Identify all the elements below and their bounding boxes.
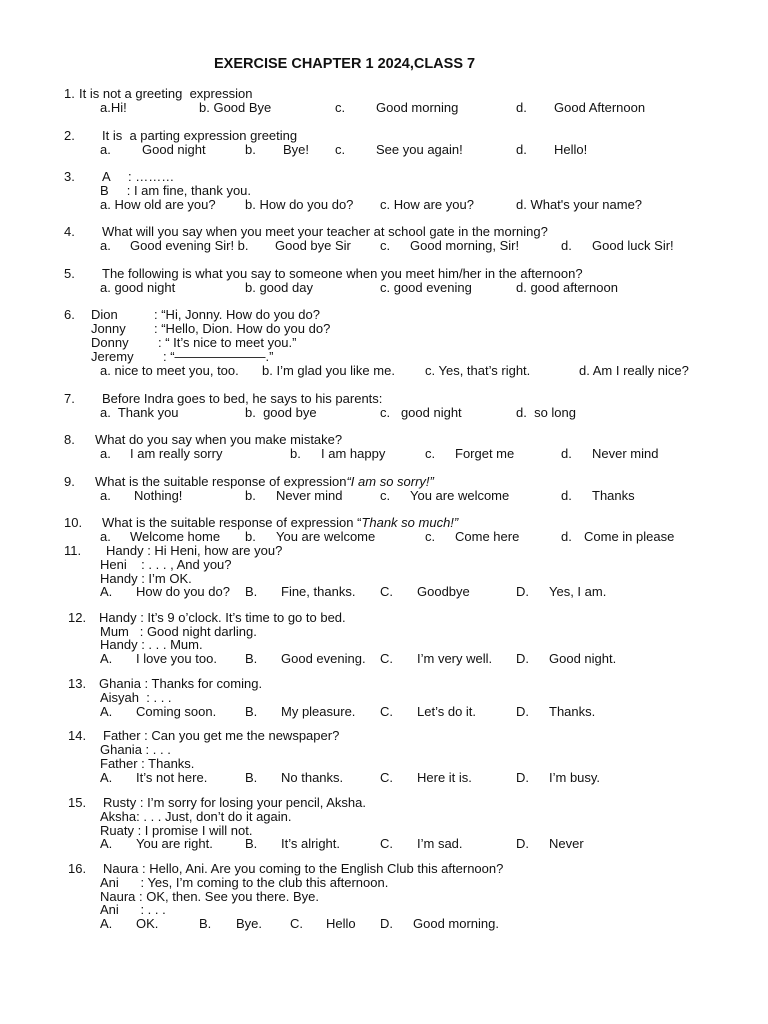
q11-number: 11. — [64, 543, 82, 558]
q2-option-d-letter: d. — [516, 142, 527, 157]
q2-option-a-letter: a. — [100, 142, 111, 157]
q13-option-a-letter: A. — [100, 704, 113, 719]
q10-number: 10. — [64, 515, 83, 530]
q3-number: 3. — [64, 169, 75, 184]
q5-option-a: a. good night — [100, 280, 176, 295]
q4-stem: What will you say when you meet your teacher at school gate in the morning? — [102, 224, 548, 239]
q9-stem — [95, 475, 434, 489]
q14-option-d-letter: D. — [516, 770, 529, 785]
q3-line-2: B : I am fine, thank you. — [100, 183, 252, 198]
q12-line-3: Handy : . . . Mum. — [100, 637, 203, 652]
q11-option-c: Goodbye — [417, 584, 470, 599]
q2-option-b: Bye! — [283, 142, 310, 157]
q6-speaker-2: Jonny — [91, 321, 126, 336]
q15-option-a-letter: A. — [100, 836, 113, 851]
q5-option-b: b. good day — [245, 280, 313, 295]
q14-option-b: No thanks. — [281, 770, 344, 785]
q6-number: 6. — [64, 307, 75, 322]
q10-option-d: Come in please — [584, 529, 675, 544]
q13-option-a: Coming soon. — [136, 704, 217, 719]
q9-option-c: You are welcome — [410, 488, 510, 503]
q9-option-d: Thanks — [592, 488, 635, 503]
q6-line-1: : “Hi, Jonny. How do you do? — [154, 307, 320, 322]
q6-option-d: d. Am I really nice? — [579, 363, 689, 378]
q2-option-c: See you again! — [376, 142, 463, 157]
q13-option-c-letter: C. — [380, 704, 393, 719]
q3-option-d: d. What's your name? — [516, 197, 643, 212]
q14-number: 14. — [68, 728, 87, 743]
q4-option-a-letter: a. — [100, 238, 111, 253]
q11-line-1: Handy : Hi Heni, how are you? — [106, 543, 283, 558]
q8-option-a-letter: a. — [100, 446, 111, 461]
q3-option-a: a. How old are you? — [100, 197, 216, 212]
q8-number: 8. — [64, 432, 75, 447]
q14-option-c: Here it is. — [417, 770, 472, 785]
q9-option-d-letter: d. — [561, 488, 572, 503]
q12-option-d: Good night. — [549, 651, 617, 666]
q6-line-2: : “Hello, Dion. How do you do? — [154, 321, 331, 336]
q10-option-c: Come here — [455, 529, 520, 544]
q1-option-d: Good Afternoon — [554, 100, 646, 115]
q4-option-c: Good morning, Sir! — [410, 238, 520, 253]
q12-option-d-letter: D. — [516, 651, 529, 666]
q16-line-3: Naura : OK, then. See you there. Bye. — [100, 889, 319, 904]
q1-option-a: a.Hi! — [100, 100, 127, 115]
q12-line-2: Mum : Good night darling. — [100, 624, 257, 639]
q13-option-c: Let’s do it. — [417, 704, 477, 719]
q9-option-b: Never mind — [276, 488, 343, 503]
q12-option-a-letter: A. — [100, 651, 113, 666]
q10-option-c-letter: c. — [425, 529, 436, 544]
q11-option-a: How do you do? — [136, 584, 230, 599]
q12-option-c-letter: C. — [380, 651, 393, 666]
q13-option-b-letter: B. — [245, 704, 258, 719]
q16-option-d-letter: D. — [380, 916, 393, 931]
q16-option-b-letter: B. — [199, 916, 212, 931]
q8-option-d: Never mind — [592, 446, 659, 461]
q8-option-a: I am really sorry — [130, 446, 223, 461]
q15-line-1: Rusty : I’m sorry for losing your pencil, Aksha. — [103, 795, 366, 810]
q13-line-1: Ghania : Thanks for coming. — [99, 676, 263, 691]
q4-number: 4. — [64, 224, 75, 239]
q10-option-b: You are welcome — [276, 529, 376, 544]
q2-option-a: Good night — [142, 142, 206, 157]
q13-number: 13. — [68, 676, 87, 691]
q1-option-c: Good morning — [376, 100, 459, 115]
q13-option-d: Thanks. — [549, 704, 596, 719]
q14-option-d: I’m busy. — [549, 770, 601, 785]
q16-option-b: Bye. — [236, 916, 263, 931]
q16-line-1: Naura : Hello, Ani. Are you coming to the English Club this afternoon? — [103, 861, 504, 876]
q10-option-a-letter: a. — [100, 529, 111, 544]
q15-option-d-letter: D. — [516, 836, 529, 851]
q16-line-4: Ani : . . . — [100, 902, 166, 917]
q16-option-c: Hello — [326, 916, 356, 931]
q15-line-3: Ruaty : I promise I will not. — [100, 823, 253, 838]
q11-option-d: Yes, I am. — [549, 584, 607, 599]
q15-option-b: It’s alright. — [281, 836, 341, 851]
q6-line-3: : “ It’s nice to meet you.” — [158, 335, 297, 350]
q7-option-b: b. good bye — [245, 405, 317, 420]
q11-option-c-letter: C. — [380, 584, 393, 599]
q7-option-d: d. so long — [516, 405, 576, 420]
q7-number: 7. — [64, 391, 75, 406]
q3-line-1: A : ……… — [102, 169, 175, 184]
q8-option-c-letter: c. — [425, 446, 436, 461]
q6-option-b: b. I’m glad you like me. — [262, 363, 395, 378]
q10-option-b-letter: b. — [245, 529, 256, 544]
q2-number: 2. — [64, 128, 75, 143]
q11-option-b-letter: B. — [245, 584, 258, 599]
q9-option-b-letter: b. — [245, 488, 256, 503]
q11-option-b: Fine, thanks. — [281, 584, 356, 599]
q8-option-b-letter: b. — [290, 446, 301, 461]
q10-stem-text: What is the suitable response of expression “ — [102, 515, 362, 530]
q6-speaker-1: Dion — [91, 307, 118, 322]
q3-option-b: b. How do you do? — [245, 197, 354, 212]
q4-option-c-letter: c. — [380, 238, 391, 253]
q14-option-b-letter: B. — [245, 770, 258, 785]
q16-line-2: Ani : Yes, I’m coming to the club this afternoon. — [100, 875, 389, 890]
q14-line-3: Father : Thanks. — [100, 756, 195, 771]
q15-option-c-letter: C. — [380, 836, 393, 851]
q12-option-b: Good evening. — [281, 651, 366, 666]
q15-number: 15. — [68, 795, 87, 810]
q11-line-2: Heni : . . . , And you? — [100, 557, 232, 572]
q12-option-c: I’m very well. — [417, 651, 493, 666]
q9-stem-text: What is the suitable response of expression — [95, 474, 347, 489]
q3-option-c: c. How are you? — [380, 197, 474, 212]
q14-option-c-letter: C. — [380, 770, 393, 785]
q9-stem-quote: “I am so sorry!” — [346, 474, 434, 489]
q7-option-a: a. Thank you — [100, 405, 179, 420]
q15-line-2: Aksha: . . . Just, don’t do it again. — [100, 809, 292, 824]
q11-option-d-letter: D. — [516, 584, 529, 599]
q6-speaker-3: Donny — [91, 335, 129, 350]
q10-stem — [102, 516, 458, 530]
q12-option-a: I love you too. — [136, 651, 217, 666]
q12-number: 12. — [68, 610, 87, 625]
q16-option-c-letter: C. — [290, 916, 303, 931]
q1-stem: It is not a greeting expression — [79, 86, 253, 101]
q5-number: 5. — [64, 266, 75, 281]
q15-option-b-letter: B. — [245, 836, 258, 851]
q14-option-a-letter: A. — [100, 770, 113, 785]
q8-option-d-letter: d. — [561, 446, 572, 461]
document-title: EXERCISE CHAPTER 1 2024,CLASS 7 — [214, 56, 476, 72]
q5-option-c: c. good evening — [380, 280, 472, 295]
q4-option-b: Good bye Sir — [275, 238, 351, 253]
q6-option-c: c. Yes, that’s right. — [425, 363, 531, 378]
q9-option-a-letter: a. — [100, 488, 111, 503]
q8-stem: What do you say when you make mistake? — [95, 432, 343, 447]
q15-option-a: You are right. — [136, 836, 213, 851]
q13-option-b: My pleasure. — [281, 704, 356, 719]
q7-stem: Before Indra goes to bed, he says to his parents: — [102, 391, 383, 406]
q14-line-2: Ghania : . . . — [100, 742, 171, 757]
q15-option-d: Never — [549, 836, 584, 851]
q9-option-a: Nothing! — [134, 488, 183, 503]
q4-option-d-letter: d. — [561, 238, 572, 253]
q1-option-b: b. Good Bye — [199, 100, 272, 115]
q10-option-a: Welcome home — [130, 529, 221, 544]
q9-option-c-letter: c. — [380, 488, 391, 503]
q1-number: 1. — [64, 86, 75, 101]
q8-option-c: Forget me — [455, 446, 515, 461]
q5-stem: The following is what you say to someone when you meet him/her in the afternoon? — [102, 266, 583, 281]
q4-option-d: Good luck Sir! — [592, 238, 674, 253]
q6-option-a: a. nice to meet you, too. — [100, 363, 239, 378]
q11-line-3: Handy : I’m OK. — [100, 571, 192, 586]
q12-line-1: Handy : It’s 9 o’clock. It’s time to go to bed. — [99, 610, 346, 625]
q2-stem: It is a parting expression greeting — [102, 128, 298, 143]
q11-option-a-letter: A. — [100, 584, 113, 599]
q1-option-d-letter: d. — [516, 100, 527, 115]
q10-stem-quote: Thank so much!” — [361, 515, 459, 530]
q16-option-a: OK. — [136, 916, 159, 931]
q2-option-d: Hello! — [554, 142, 588, 157]
q13-line-2: Aisyah : . . . — [100, 690, 172, 705]
q5-option-d: d. good afternoon — [516, 280, 618, 295]
q15-option-c: I’m sad. — [417, 836, 463, 851]
q14-line-1: Father : Can you get me the newspaper? — [103, 728, 340, 743]
q14-option-a: It’s not here. — [136, 770, 208, 785]
q16-option-a-letter: A. — [100, 916, 113, 931]
q16-option-d: Good morning. — [413, 916, 499, 931]
q1-option-c-letter: c. — [335, 100, 346, 115]
q4-option-a: Good evening Sir! b. — [130, 238, 249, 253]
q13-option-d-letter: D. — [516, 704, 529, 719]
q6-speaker-4: Jeremy — [91, 349, 134, 364]
q10-option-d-letter: d. — [561, 529, 572, 544]
q16-number: 16. — [68, 861, 87, 876]
q9-number: 9. — [64, 474, 75, 489]
q2-option-c-letter: c. — [335, 142, 346, 157]
q2-option-b-letter: b. — [245, 142, 256, 157]
q7-option-c: c. good night — [380, 405, 462, 420]
q6-line-4: : “———————.” — [163, 349, 274, 364]
q12-option-b-letter: B. — [245, 651, 258, 666]
q8-option-b: I am happy — [321, 446, 386, 461]
